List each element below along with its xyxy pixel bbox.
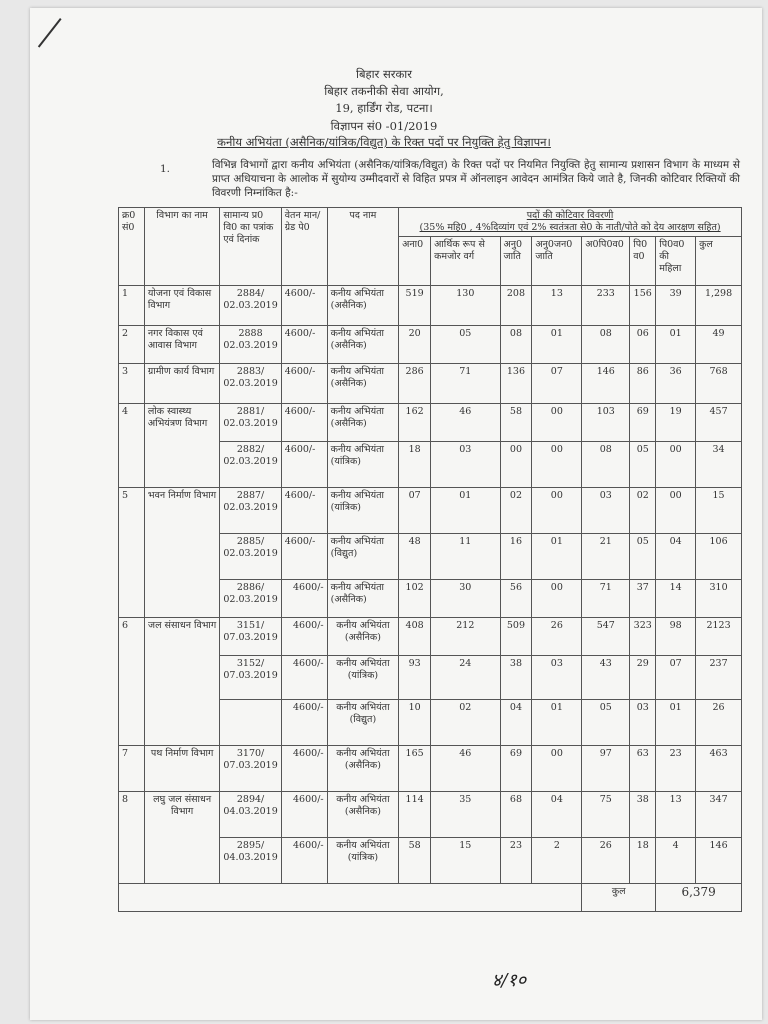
- cell-ebc: 75: [582, 792, 630, 838]
- cell-ur: 07: [399, 488, 431, 534]
- cell-ews: 30: [431, 580, 500, 618]
- cell-ews: 03: [431, 442, 500, 488]
- cell-letter: 2881/ 02.03.2019: [220, 404, 281, 442]
- category-subtitle: (35% महि0 , 4%दिव्यांग एवं 2% स्वतंत्रता से0 के नाती/पोते को देय आरक्षण सहित): [419, 222, 721, 233]
- cell-letter: 2884/ 02.03.2019: [220, 286, 281, 326]
- cell-bc-women: 23: [656, 746, 696, 792]
- cell-post: कनीय अभियंता (असैनिक): [327, 326, 399, 364]
- cell-pay: 4600/-: [281, 326, 327, 364]
- cell-post: कनीय अभियंता (असैनिक): [327, 580, 399, 618]
- header-address: 19, हार्डिंग रोड, पटना।: [335, 101, 433, 115]
- cell-bc: 06: [630, 326, 656, 364]
- cell-ebc: 103: [582, 404, 630, 442]
- col-header-ur: अना0: [399, 237, 431, 286]
- intro-text: विभिन्न विभागों द्वारा कनीय अभियंता (असैनिक/यांत्रिक/विद्युत) के रिक्त पदों पर नियमित नियुक्ति हेतु सामान्य प्रशासन विभाग के माध्यम से प्राप्त अधियाचना के आलोक में सुयोग्य उम्मीदवारों से विहित प्रपत्र में ऑनलाइन आवेदन आमंत्रित किये जाते है, जिनकी कोटिवार रिक्तियों की विवरणी निम्नांकित है:-: [212, 159, 740, 199]
- grand-total-value: 6,379: [656, 884, 742, 912]
- cell-ebc: 03: [582, 488, 630, 534]
- cell-st: 26: [532, 618, 582, 656]
- col-header-letter: सामान्य प्र0 वि0 का पत्रांक एवं दिनांक: [220, 208, 281, 286]
- cell-ur: 165: [399, 746, 431, 792]
- cell-ur: 93: [399, 656, 431, 700]
- cell-bc: 323: [630, 618, 656, 656]
- cell-sc: 02: [500, 488, 532, 534]
- cell-bc-women: 39: [656, 286, 696, 326]
- cell-post: कनीय अभियंता (असैनिक): [327, 404, 399, 442]
- col-header-total: कुल: [696, 237, 742, 286]
- header-subject: कनीय अभियंता (असैनिक/यांत्रिक/विद्युत) के रिक्त पदों पर नियुक्ति हेतु विज्ञापन।: [217, 135, 551, 149]
- cell-letter: 2882/ 02.03.2019: [220, 442, 281, 488]
- cell-sc: 208: [500, 286, 532, 326]
- cell-sc: 68: [500, 792, 532, 838]
- cell-pay: 4600/-: [281, 534, 327, 580]
- table-row: [119, 364, 742, 404]
- cell-total: 49: [696, 326, 742, 364]
- cell-letter: 3170/ 07.03.2019: [220, 746, 281, 792]
- cell-bc-women: 14: [656, 580, 696, 618]
- table-row: [119, 488, 742, 534]
- cell-post: कनीय अभियंता (असैनिक): [327, 792, 399, 838]
- cell-sno: 4: [119, 404, 145, 488]
- cell-pay: 4600/-: [281, 656, 327, 700]
- cell-pay: 4600/-: [281, 746, 327, 792]
- cell-ebc: 547: [582, 618, 630, 656]
- grand-total-row: [119, 884, 742, 912]
- cell-pay: 4600/-: [281, 442, 327, 488]
- cell-letter: 2886/ 02.03.2019: [220, 580, 281, 618]
- cell-total: 15: [696, 488, 742, 534]
- category-title: पदों की कोटिवार विवरणी: [526, 210, 614, 221]
- cell-ebc: 233: [582, 286, 630, 326]
- cell-bc: 38: [630, 792, 656, 838]
- signature: ४/१०: [492, 970, 527, 991]
- cell-bc: 05: [630, 442, 656, 488]
- cell-post: कनीय अभियंता (असैनिक): [327, 746, 399, 792]
- cell-pay: 4600/-: [281, 488, 327, 534]
- table-row: [119, 404, 742, 442]
- cell-post: कनीय अभियंता (यांत्रिक): [327, 656, 399, 700]
- cell-bc-women: 19: [656, 404, 696, 442]
- cell-letter: 2895/ 04.03.2019: [220, 838, 281, 884]
- grand-total-spacer: [119, 884, 582, 912]
- cell-total: 237: [696, 656, 742, 700]
- cell-ews: 46: [431, 404, 500, 442]
- cell-sc: 23: [500, 838, 532, 884]
- cell-total: 463: [696, 746, 742, 792]
- cell-bc-women: 01: [656, 326, 696, 364]
- cell-ews: 35: [431, 792, 500, 838]
- cell-bc-women: 98: [656, 618, 696, 656]
- cell-sc: 16: [500, 534, 532, 580]
- cell-st: 01: [532, 534, 582, 580]
- cell-bc: 156: [630, 286, 656, 326]
- cell-st: 13: [532, 286, 582, 326]
- cell-letter: 2888 02.03.2019: [220, 326, 281, 364]
- cell-ews: 01: [431, 488, 500, 534]
- cell-dept: लोक स्वास्थ्य अभियंत्रण विभाग: [144, 404, 219, 488]
- table-row: [119, 792, 742, 838]
- table-row: [119, 326, 742, 364]
- col-header-post: पद नाम: [327, 208, 399, 286]
- cell-bc: 02: [630, 488, 656, 534]
- cell-letter: 2885/ 02.03.2019: [220, 534, 281, 580]
- cell-letter: 3151/ 07.03.2019: [220, 618, 281, 656]
- cell-dept: जल संसाधन विभाग: [144, 618, 219, 746]
- cell-st: 01: [532, 326, 582, 364]
- cell-bc-women: 01: [656, 700, 696, 746]
- cell-pay: 4600/-: [281, 792, 327, 838]
- cell-total: 146: [696, 838, 742, 884]
- cell-st: 07: [532, 364, 582, 404]
- col-header-bc: पि0 व0: [630, 237, 656, 286]
- cell-total: 106: [696, 534, 742, 580]
- col-header-sno: क्र0 सं0: [119, 208, 145, 286]
- cell-bc-women: 00: [656, 442, 696, 488]
- cell-bc-women: 36: [656, 364, 696, 404]
- cell-sno: 5: [119, 488, 145, 618]
- cell-pay: 4600/-: [281, 580, 327, 618]
- cell-bc-women: 13: [656, 792, 696, 838]
- cell-post: कनीय अभियंता (यांत्रिक): [327, 838, 399, 884]
- cell-ews: 24: [431, 656, 500, 700]
- cell-bc: 37: [630, 580, 656, 618]
- cell-bc: 05: [630, 534, 656, 580]
- cell-pay: 4600/-: [281, 404, 327, 442]
- cell-letter: [220, 700, 281, 746]
- cell-ebc: 08: [582, 326, 630, 364]
- header-government: बिहार सरकार: [356, 67, 412, 81]
- cell-st: 01: [532, 700, 582, 746]
- cell-dept: पथ निर्माण विभाग: [144, 746, 219, 792]
- cell-ebc: 08: [582, 442, 630, 488]
- table-row: [119, 746, 742, 792]
- grand-total-label: कुल: [582, 884, 656, 912]
- cell-ews: 130: [431, 286, 500, 326]
- cell-ur: 114: [399, 792, 431, 838]
- cell-sc: 00: [500, 442, 532, 488]
- table-row: [119, 618, 742, 656]
- cell-letter: 2887/ 02.03.2019: [220, 488, 281, 534]
- cell-ews: 11: [431, 534, 500, 580]
- cell-total: 2123: [696, 618, 742, 656]
- category-header: [399, 208, 742, 237]
- cell-dept: भवन निर्माण विभाग: [144, 488, 219, 618]
- cell-dept: लघु जल संसाधन विभाग: [144, 792, 219, 884]
- cell-ews: 05: [431, 326, 500, 364]
- cell-dept: ग्रामीण कार्य विभाग: [144, 364, 219, 404]
- cell-sc: 69: [500, 746, 532, 792]
- cell-sc: 136: [500, 364, 532, 404]
- cell-sno: 1: [119, 286, 145, 326]
- cell-bc-women: 07: [656, 656, 696, 700]
- cell-ur: 162: [399, 404, 431, 442]
- col-header-ews: आर्थिक रूप से कमजोर वर्ग: [431, 237, 500, 286]
- cell-sc: 509: [500, 618, 532, 656]
- cell-post: कनीय अभियंता (विद्युत): [327, 534, 399, 580]
- cell-total: 457: [696, 404, 742, 442]
- cell-st: 00: [532, 404, 582, 442]
- cell-bc-women: 04: [656, 534, 696, 580]
- cell-ur: 286: [399, 364, 431, 404]
- cell-st: 00: [532, 442, 582, 488]
- cell-ur: 408: [399, 618, 431, 656]
- cell-bc: 86: [630, 364, 656, 404]
- cell-bc-women: 00: [656, 488, 696, 534]
- cell-ews: 02: [431, 700, 500, 746]
- cell-st: 00: [532, 488, 582, 534]
- cell-pay: 4600/-: [281, 286, 327, 326]
- cell-bc-women: 4: [656, 838, 696, 884]
- cell-ews: 212: [431, 618, 500, 656]
- cell-sc: 56: [500, 580, 532, 618]
- cell-post: कनीय अभियंता (असैनिक): [327, 618, 399, 656]
- cell-ur: 18: [399, 442, 431, 488]
- cell-pay: 4600/-: [281, 364, 327, 404]
- col-header-bc-women: पि0व0 की महिला: [656, 237, 696, 286]
- cell-ur: 48: [399, 534, 431, 580]
- cell-ur: 58: [399, 838, 431, 884]
- cell-sno: 2: [119, 326, 145, 364]
- cell-letter: 2894/ 04.03.2019: [220, 792, 281, 838]
- cell-ebc: 146: [582, 364, 630, 404]
- intro-number: 1.: [160, 163, 171, 175]
- cell-ur: 20: [399, 326, 431, 364]
- cell-st: 00: [532, 746, 582, 792]
- cell-total: 1,298: [696, 286, 742, 326]
- cell-sno: 8: [119, 792, 145, 884]
- col-header-dept: विभाग का नाम: [144, 208, 219, 286]
- cell-sno: 7: [119, 746, 145, 792]
- cell-ebc: 97: [582, 746, 630, 792]
- cell-ur: 519: [399, 286, 431, 326]
- cell-sc: 04: [500, 700, 532, 746]
- cell-st: 04: [532, 792, 582, 838]
- cell-bc: 03: [630, 700, 656, 746]
- cell-ebc: 43: [582, 656, 630, 700]
- cell-letter: 2883/ 02.03.2019: [220, 364, 281, 404]
- cell-ebc: 26: [582, 838, 630, 884]
- vacancy-table: [118, 207, 742, 912]
- cell-st: 00: [532, 580, 582, 618]
- cell-post: कनीय अभियंता (यांत्रिक): [327, 488, 399, 534]
- cell-pay: 4600/-: [281, 700, 327, 746]
- col-header-sc: अनु0 जाति: [500, 237, 532, 286]
- cell-bc: 18: [630, 838, 656, 884]
- header-commission: बिहार तकनीकी सेवा आयोग,: [324, 84, 444, 98]
- intro-paragraph: [160, 158, 740, 200]
- cell-pay: 4600/-: [281, 618, 327, 656]
- cell-dept: नगर विकास एवं आवास विभाग: [144, 326, 219, 364]
- cell-sc: 08: [500, 326, 532, 364]
- cell-post: कनीय अभियंता (असैनिक): [327, 286, 399, 326]
- cell-ebc: 05: [582, 700, 630, 746]
- cell-st: 03: [532, 656, 582, 700]
- header-advt-number: विज्ञापन सं0 -01/2019: [330, 119, 438, 133]
- cell-total: 34: [696, 442, 742, 488]
- cell-sc: 38: [500, 656, 532, 700]
- cell-sno: 6: [119, 618, 145, 746]
- cell-total: 310: [696, 580, 742, 618]
- cell-post: कनीय अभियंता (विद्युत): [327, 700, 399, 746]
- col-header-st: अनु0जन0 जाति: [532, 237, 582, 286]
- cell-bc: 69: [630, 404, 656, 442]
- cell-ebc: 71: [582, 580, 630, 618]
- cell-bc: 29: [630, 656, 656, 700]
- cell-letter: 3152/ 07.03.2019: [220, 656, 281, 700]
- cell-total: 347: [696, 792, 742, 838]
- table-row: [119, 286, 742, 326]
- cell-dept: योजना एवं विकास विभाग: [144, 286, 219, 326]
- cell-pay: 4600/-: [281, 838, 327, 884]
- cell-sno: 3: [119, 364, 145, 404]
- cell-total: 26: [696, 700, 742, 746]
- cell-ur: 102: [399, 580, 431, 618]
- cell-ebc: 21: [582, 534, 630, 580]
- col-header-ebc: अ0पि0व0: [582, 237, 630, 286]
- cell-ews: 46: [431, 746, 500, 792]
- cell-sc: 58: [500, 404, 532, 442]
- cell-post: कनीय अभियंता (असैनिक): [327, 364, 399, 404]
- cell-ews: 71: [431, 364, 500, 404]
- cell-ur: 10: [399, 700, 431, 746]
- col-header-pay: वेतन मान/ ग्रेड पे0: [281, 208, 327, 286]
- cell-st: 2: [532, 838, 582, 884]
- cell-post: कनीय अभियंता (यांत्रिक): [327, 442, 399, 488]
- cell-bc: 63: [630, 746, 656, 792]
- cell-total: 768: [696, 364, 742, 404]
- cell-ews: 15: [431, 838, 500, 884]
